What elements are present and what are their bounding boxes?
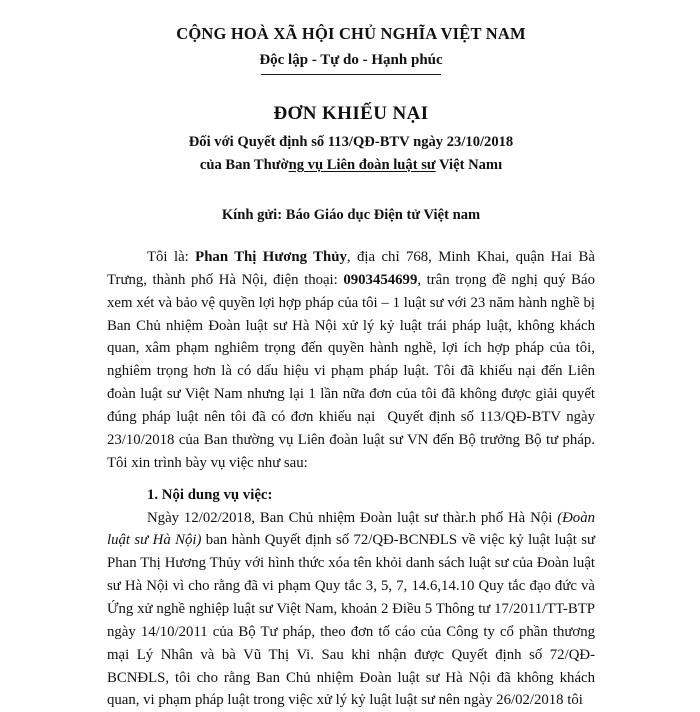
document-body bbox=[107, 246, 595, 712]
national-subheading: Độc lập - Tự do - Hạnh phúc bbox=[107, 50, 595, 72]
document-subtitle-line-2-prefix: của Ban Thườ bbox=[200, 157, 289, 173]
national-heading-block bbox=[107, 22, 595, 75]
document-subtitle-line-2 bbox=[107, 155, 595, 177]
paragraph-2-part-b: ban hành Quyết định số 72/QĐ-BCNĐLS về việc kỷ luật luật sư Phan Thị Hương Thủy với hình thức xóa tên khỏi danh sách luật sư của Đoàn luật sư Hà Nội vì cho rằng đã vi phạm Quy tắc 3, 5, 7, 14.6,14.10 Quy tắc đạo đức và Ứng xử nghề nghiệp luật sư Việt Nam, khoản 2 Điều 5 Thông tư 17/2011/TT-BTP ngày 14/10/2011 của Bộ Tư pháp, theo đơn tố cáo của Công ty cổ phần thương mại Lý Nhân và bà Vũ Thị Vi. Sau khi nhận được Quyết định số 72/QĐ-BCNĐLS, tôi cho rằng Ban Chủ nhiệm Đoàn luật sư Hà Nội đã không khách quan, vi phạm pháp luật trong việc xử lý kỷ luật luật sư nên ngày 26/02/2018 tôi bbox=[107, 532, 595, 708]
complainant-name: Phan Thị Hương Thủy bbox=[195, 249, 347, 265]
paragraph-2-italic-note: (Đoàn luật sư Hà Nội) bbox=[107, 510, 595, 549]
heading-divider-wrap bbox=[107, 74, 595, 75]
recipient-line: Kính gửi: Báo Giáo dục Điện tử Việt nam bbox=[107, 207, 595, 224]
paragraph-1-spacer bbox=[375, 409, 387, 425]
heading-divider bbox=[261, 74, 441, 75]
national-heading: CỘNG HOÀ XÃ HỘI CHỦ NGHĨA VIỆT NAM bbox=[107, 22, 595, 46]
section-heading-1: 1. Nội dung vụ việc: bbox=[107, 484, 595, 507]
document-subtitle-line-1: Đối với Quyết định số 113/QĐ-BTV ngày 23/10/2018 bbox=[107, 132, 595, 154]
paragraph-section-1-content bbox=[107, 507, 595, 712]
paragraph-1-lead: Tôi là: bbox=[147, 249, 195, 265]
document-title-block bbox=[107, 101, 595, 177]
document-subtitle-line-2-underlined: ng vụ Liên đoàn luật sư bbox=[289, 157, 436, 173]
paragraph-2-part-a: Ngày 12/02/2018, Ban Chủ nhiệm Đoàn luật sư thàr.h phố Hà Nội bbox=[147, 510, 557, 526]
document-subtitle-line-2-suffix: Việt Namı bbox=[436, 157, 502, 173]
paragraph-1-body-b: Quyết định số 113/QĐ-BTV ngày 23/10/2018 của Ban thường vụ Liên đoàn luật sư VN đến Bộ trưởng Bộ tư pháp. Tôi xin trình bày vụ việc như sau: bbox=[107, 409, 595, 471]
page-title: ĐƠN KHIẾU NẠI bbox=[107, 101, 595, 128]
complainant-phone: 0903454699 bbox=[343, 272, 417, 288]
paragraph-introduction bbox=[107, 246, 595, 475]
paragraph-1-after-name: , địa chỉ 768, Minh Khai, quận Hai Bà Trưng, thành phố Hà Nội, điện thoại: bbox=[107, 249, 595, 288]
paragraph-1-body-a: , trân trọng đề nghị quý Báo xem xét và bảo vệ quyền lợi hợp pháp của tôi – 1 luật sư với 23 năm hành nghề bị Ban Chủ nhiệm Đoàn luật sư Hà Nội xử lý kỷ luật trái pháp luật, không khách quan, xâm phạm nghiêm trọng đến quyền hành nghề, lợi ích hợp pháp của tôi, nghiêm trọng hơn là có dấu hiệu vi phạm pháp luật. Tôi đã khiếu nại đến Liên đoàn luật sư Việt Nam nhưng lại 1 lần nữa đơn của tôi đã không được giải quyết đúng pháp luật nên tôi đã có đơn khiếu nại bbox=[107, 272, 595, 425]
